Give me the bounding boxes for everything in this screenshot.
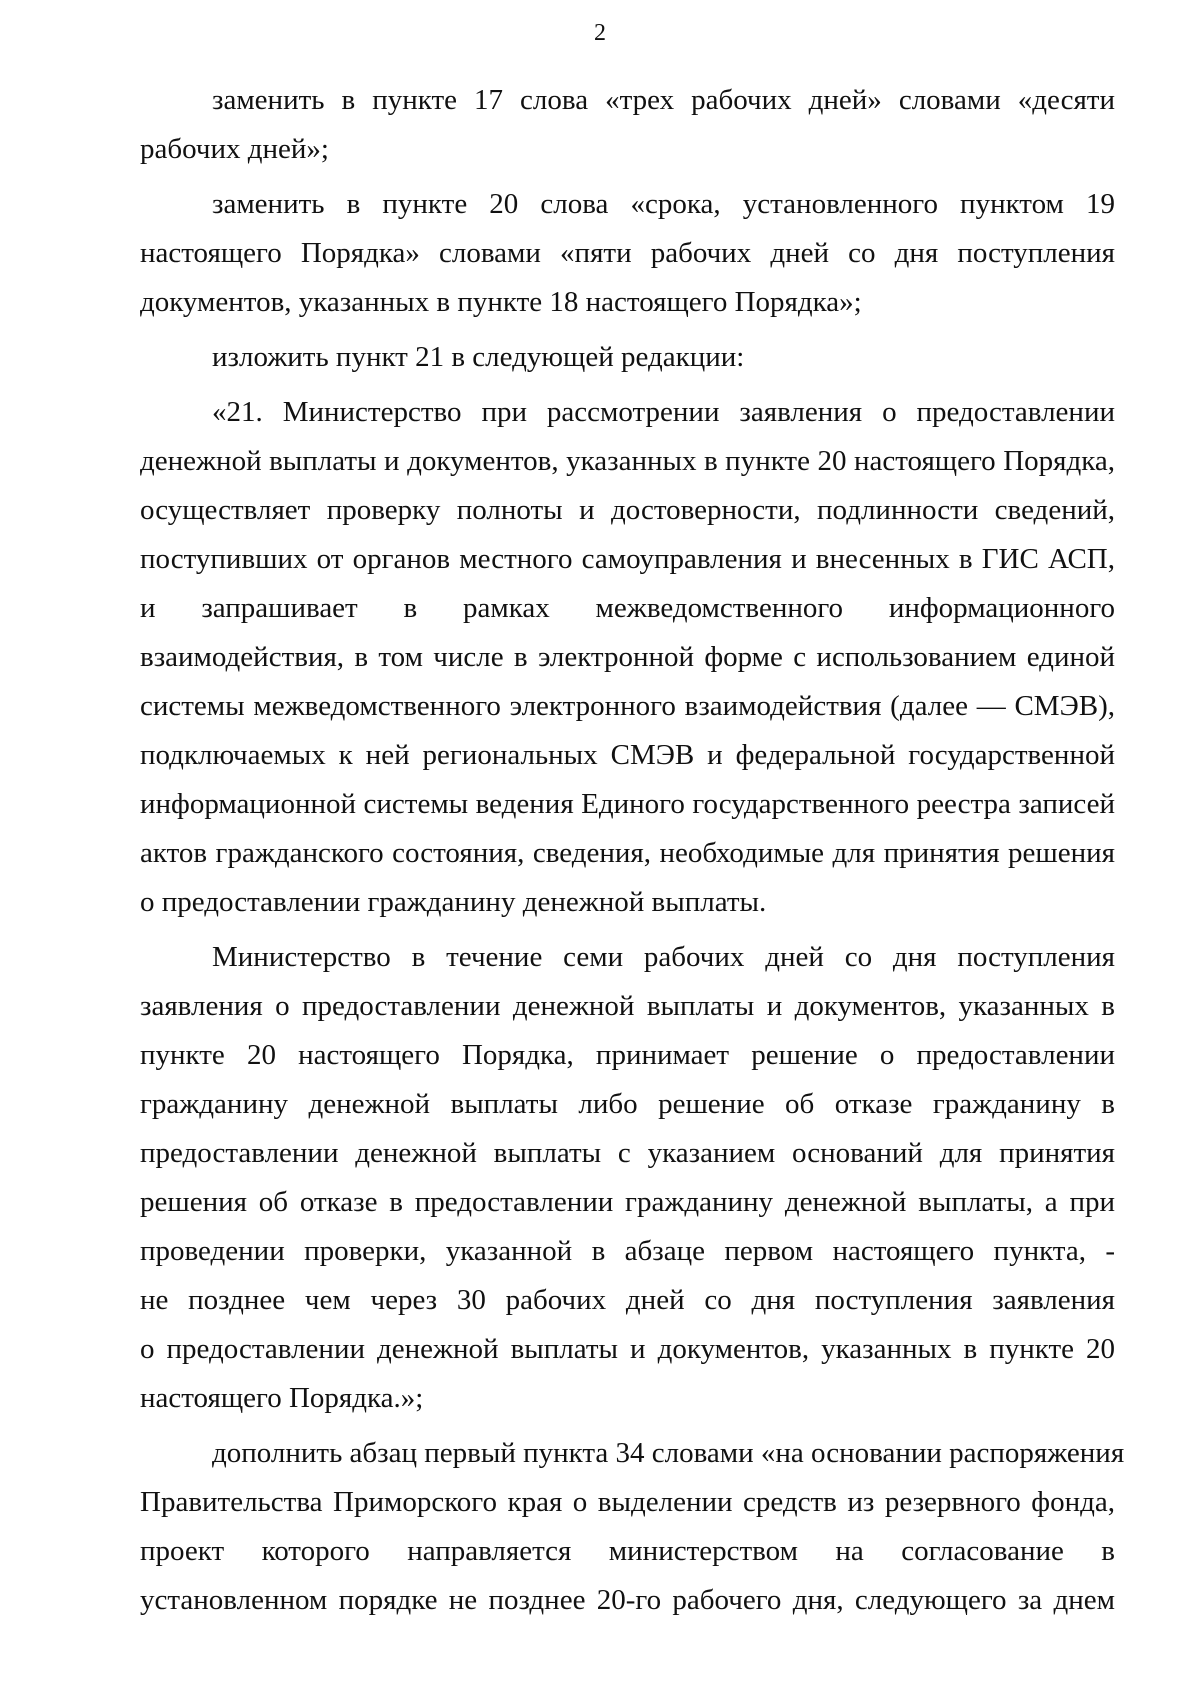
text-line: не позднее чем через 30 рабочих дней со дня поступления заявления xyxy=(140,1284,1115,1316)
text-line: Министерство в течение семи рабочих дней со дня поступления xyxy=(212,941,1115,973)
text-line: пункте 20 настоящего Порядка, принимает решение о предоставлении xyxy=(140,1039,1115,1071)
text-line: Правительства Приморского края о выделении средств из резервного фонда, xyxy=(140,1486,1115,1518)
text-line: подключаемых к ней региональных СМЭВ и федеральной государственной xyxy=(140,739,1115,771)
text-line: о предоставлении денежной выплаты и документов, указанных в пункте 20 xyxy=(140,1333,1115,1365)
text-line: взаимодействия, в том числе в электронной форме с использованием единой xyxy=(140,641,1115,673)
text-line: поступивших от органов местного самоуправления и внесенных в ГИС АСП, xyxy=(140,543,1115,575)
text-line: документов, указанных в пункте 18 настоящего Порядка»; xyxy=(140,286,862,318)
text-line: предоставлении денежной выплаты с указанием оснований для принятия xyxy=(140,1137,1115,1169)
text-line: «21. Министерство при рассмотрении заявления о предоставлении xyxy=(212,396,1115,428)
text-line: и запрашивает в рамках межведомственного информационного xyxy=(140,592,1115,624)
page-number: 2 xyxy=(594,20,606,46)
text-line: рабочих дней»; xyxy=(140,133,329,165)
text-line: актов гражданского состояния, сведения, необходимые для принятия решения xyxy=(140,837,1115,869)
document-body xyxy=(140,76,1125,1625)
text-line: денежной выплаты и документов, указанных в пункте 20 настоящего Порядка, xyxy=(140,445,1115,477)
text-line: заменить в пункте 20 слова «срока, установленного пунктом 19 xyxy=(212,188,1115,220)
text-line: изложить пункт 21 в следующей редакции: xyxy=(212,341,745,373)
text-line: заявления о предоставлении денежной выплаты и документов, указанных в xyxy=(140,990,1115,1022)
text-line: информационной системы ведения Единого государственного реестра записей xyxy=(140,788,1115,820)
text-line: настоящего Порядка» словами «пяти рабочих дней со дня поступления xyxy=(140,237,1115,269)
text-line: дополнить абзац первый пункта 34 словами «на основании распоряжения xyxy=(212,1437,1125,1469)
text-line: установленном порядке не позднее 20-го рабочего дня, следующего за днем xyxy=(140,1584,1115,1616)
text-line: проект которого направляется министерством на согласование в xyxy=(140,1535,1115,1567)
text-line: решения об отказе в предоставлении гражданину денежной выплаты, а при xyxy=(140,1186,1115,1218)
text-line: системы межведомственного электронного взаимодействия (далее — СМЭВ), xyxy=(140,690,1115,722)
text-line: осуществляет проверку полноты и достоверности, подлинности сведений, xyxy=(140,494,1115,526)
text-line: о предоставлении гражданину денежной выплаты. xyxy=(140,886,767,918)
text-line: проведении проверки, указанной в абзаце первом настоящего пункта, - xyxy=(140,1235,1115,1267)
text-line: заменить в пункте 17 слова «трех рабочих дней» словами «десяти xyxy=(212,84,1115,116)
text-line: настоящего Порядка.»; xyxy=(140,1382,424,1414)
text-line: гражданину денежной выплаты либо решение об отказе гражданину в xyxy=(140,1088,1115,1120)
